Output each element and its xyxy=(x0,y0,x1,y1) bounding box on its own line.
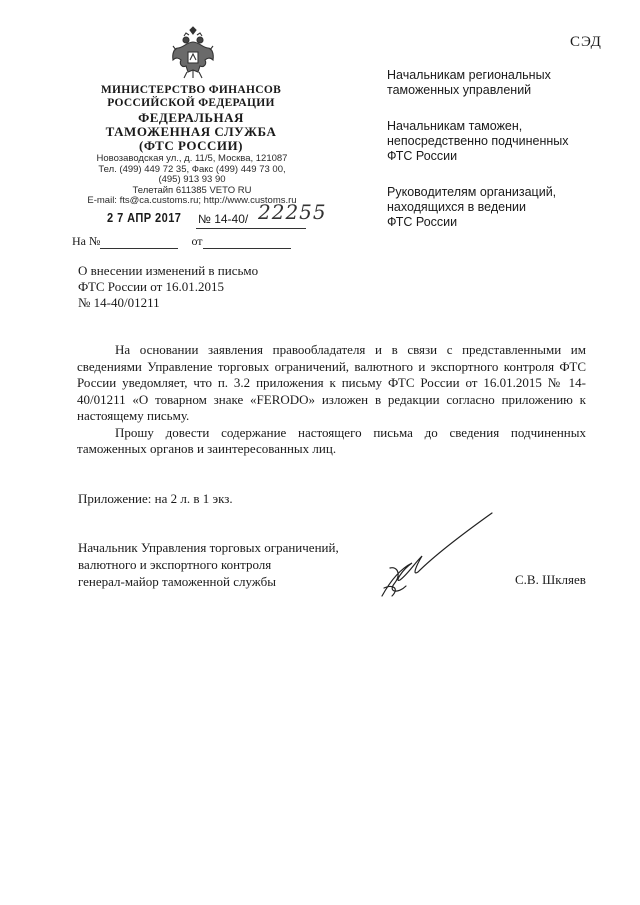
subject-line: О внесении изменений в письмо xyxy=(78,263,259,278)
body-paragraph: Прошу довести содержание настоящего письма до сведения подчиненных таможенных органов и заинтересованных лиц. xyxy=(77,424,586,456)
position-line: генерал-майор таможенной службы xyxy=(78,574,276,589)
coat-of-arms-icon xyxy=(170,26,216,82)
fax-second: (495) 913 93 90 xyxy=(158,174,226,185)
recipient-line: Руководителям организаций, xyxy=(387,185,557,199)
subject-line: № 14-40/01211 xyxy=(78,295,160,310)
recipient-item xyxy=(387,68,617,98)
recipient-line: таможенных управлений xyxy=(387,83,532,97)
service-line: ФЕДЕРАЛЬНАЯ xyxy=(138,110,244,125)
recipient-line: ФТС России xyxy=(387,215,458,229)
reference-date-label: от xyxy=(191,234,203,248)
service-line: (ФТС РОССИИ) xyxy=(139,138,243,153)
body-paragraph: На основании заявления правообладателя и в связи с представленными им сведениями Управление торговых ограничений, валютного и экспортного контроля ФТС России уведомляет, что п. 3.2 приложения к письму ФТС России от 16.01.2015 № 14-40/01211 «О товарном знаке «FERODO» изложен в редакции согласно приложению к настоящему письму. xyxy=(77,342,586,423)
signer-position xyxy=(78,539,378,590)
recipient-line: Начальникам региональных xyxy=(387,68,551,82)
recipient-line: непосредственно подчиненных xyxy=(387,134,569,148)
registration-date-stamp: 2 7 АПР 2017 xyxy=(107,210,182,225)
postal-address: Новозаводская ул., д. 11/5, Москва, 121087 xyxy=(96,153,288,164)
position-line: валютного и экспортного контроля xyxy=(78,557,272,572)
subject-line: ФТС России от 16.01.2015 xyxy=(78,279,225,294)
letter-body xyxy=(77,342,586,458)
reference-date-blank xyxy=(203,236,291,249)
ministry-name xyxy=(86,84,296,110)
handwritten-signature xyxy=(372,508,502,603)
ministry-line: РОССИЙСКОЙ ФЕДЕРАЦИИ xyxy=(107,97,275,109)
recipient-item xyxy=(387,185,617,230)
signer-name: С.В. Шкляев xyxy=(515,572,586,587)
teletype: Телетайп 611385 VETO RU xyxy=(132,184,252,196)
service-line: ТАМОЖЕННАЯ СЛУЖБА xyxy=(105,124,277,139)
recipient-line: ФТС России xyxy=(387,149,458,163)
registration-number-underline xyxy=(196,228,306,229)
email-website: E-mail: fts@ca.customs.ru; http://www.customs.ru xyxy=(87,195,297,206)
recipients-block xyxy=(387,68,617,251)
contact-block xyxy=(72,154,312,207)
phone-fax: Тел. (499) 449 72 35, Факс (499) 449 73 00, xyxy=(98,163,286,175)
position-line: Начальник Управления торговых ограничений, xyxy=(78,540,339,555)
appendix-note: Приложение: на 2 л. в 1 экз. xyxy=(78,491,233,506)
registration-number-handwritten: 22255 xyxy=(258,200,327,224)
letter-subject xyxy=(78,263,318,311)
recipient-line: находящихся в ведении xyxy=(387,200,526,214)
reference-number-label: На № xyxy=(72,234,101,248)
recipient-item xyxy=(387,119,617,164)
document-mark: СЭД xyxy=(570,34,602,50)
registration-number-prefix: № 14-40/ xyxy=(198,212,249,226)
ministry-line: МИНИСТЕРСТВО ФИНАНСОВ xyxy=(100,84,282,96)
service-name xyxy=(86,111,296,153)
reference-row xyxy=(72,234,291,249)
recipient-line: Начальникам таможен, xyxy=(387,119,523,133)
reference-number-blank xyxy=(100,236,178,249)
